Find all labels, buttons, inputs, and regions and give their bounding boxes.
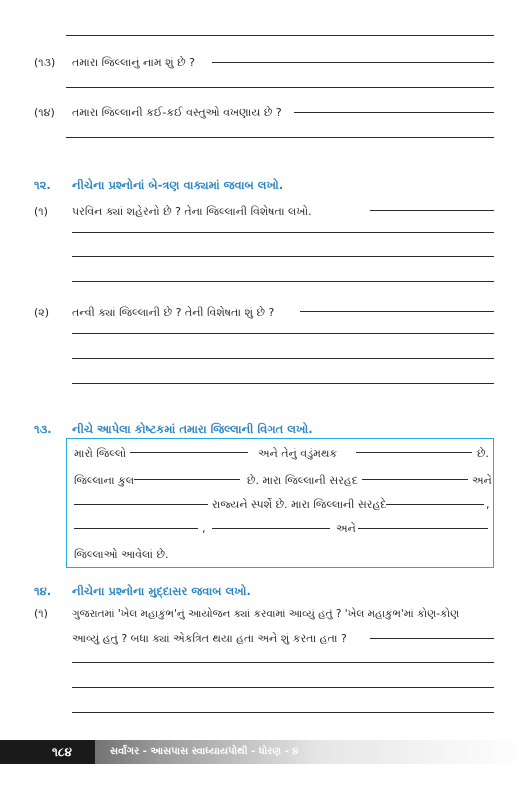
- footer-title: સર્વાંગર - આસપાસ સ્વાધ્યાયપોથી - ધોરણ - ૪: [110, 746, 299, 757]
- answer-line: [72, 256, 494, 257]
- answer-line: [72, 687, 494, 688]
- fill-blank[interactable]: [134, 479, 240, 480]
- answer-line: [66, 87, 494, 88]
- answer-line: [72, 333, 494, 334]
- question-text: તન્વી ક્યાં જિલ્લાની છે ? તેની વિશેષતા શું છે ?: [72, 306, 275, 319]
- question-text: પરવિન ક્યાં શહેરનો છે ? તેના જિલ્લાની વિશેષતા લખો.: [72, 205, 312, 218]
- answer-line: [66, 137, 494, 138]
- question-number: (૧૪): [34, 106, 55, 119]
- question-text: તમારા જિલ્લાનું નામ શું છે ?: [72, 56, 195, 69]
- fill-blank[interactable]: [386, 504, 484, 505]
- fill-blank[interactable]: [74, 504, 208, 505]
- fill-blank[interactable]: [358, 528, 488, 529]
- answer-line: [72, 358, 494, 359]
- section-title: નીચે આપેલા કોષ્ટકમાં તમારા જિલ્લાની વિગત લખો.: [72, 422, 313, 436]
- answer-line: [212, 62, 494, 63]
- fill-blank[interactable]: [74, 528, 198, 529]
- question-number: (૨): [34, 306, 50, 319]
- section-title: નીચેના પ્રશ્નોનાં બે-ત્રણ વાક્યમાં જવાબ લખો.: [72, 178, 284, 192]
- fill-blank[interactable]: [362, 479, 468, 480]
- answer-line: [66, 35, 494, 36]
- answer-line: [72, 662, 494, 663]
- page-number: ૧૮૪: [52, 745, 72, 759]
- question-text: ગુજરાતમાં 'ખેલ મહાકુંભ'નું આયોજન ક્યાં કરવામાં આવ્યું હતું ? 'ખેલ મહાકુંભ'માં કોણ-કોણ: [72, 608, 460, 620]
- fill-blank[interactable]: [356, 452, 472, 453]
- answer-line: [72, 281, 494, 282]
- section-title: નીચેના પ્રશ્નોના મુદ્દાસર જવાબ લખો.: [72, 584, 251, 598]
- fill-text: અને તેનું વડુંમથક: [258, 447, 338, 460]
- section-number: ૧૨.: [34, 178, 51, 192]
- fill-text: અને: [336, 522, 356, 535]
- fill-text: મારો જિલ્લો: [74, 447, 127, 460]
- answer-line: [294, 112, 494, 113]
- answer-line: [300, 311, 494, 312]
- fill-blank[interactable]: [212, 528, 330, 529]
- answer-line: [72, 712, 494, 713]
- fill-text: છે.: [477, 447, 489, 460]
- question-number: (૧૩): [34, 56, 56, 69]
- fill-blank[interactable]: [130, 452, 248, 453]
- fill-text: છે. મારા જિલ્લાની સરહદ: [247, 474, 358, 487]
- question-text: આવ્યું હતું ? બધા ક્યાં એકત્રિત થયા હતા અને શું કરતા હતા ?: [72, 632, 347, 645]
- answer-line: [72, 383, 494, 384]
- section-number: ૧૩.: [34, 422, 52, 436]
- fill-text: જિલ્લાઓ આવેલાં છે.: [74, 548, 169, 561]
- section-number: ૧૪.: [34, 584, 52, 598]
- answer-line: [370, 210, 494, 211]
- fill-text: ,: [202, 522, 206, 535]
- fill-text: રાજ્યને સ્પર્શે છે. મારા જિલ્લાની સરહદે: [212, 498, 387, 511]
- answer-line: [370, 638, 494, 639]
- fill-text: અને: [472, 474, 492, 487]
- question-number: (૧): [34, 607, 48, 620]
- fill-text: જિલ્લાના કુલ: [74, 474, 135, 487]
- question-number: (૧): [34, 205, 48, 218]
- question-text: તમારા જિલ્લાની કઈ-કઈ વસ્તુઓ વખણાય છે ?: [72, 106, 282, 119]
- footer-page-tab: [0, 740, 95, 764]
- fill-text: ,: [486, 498, 490, 511]
- answer-line: [72, 232, 494, 233]
